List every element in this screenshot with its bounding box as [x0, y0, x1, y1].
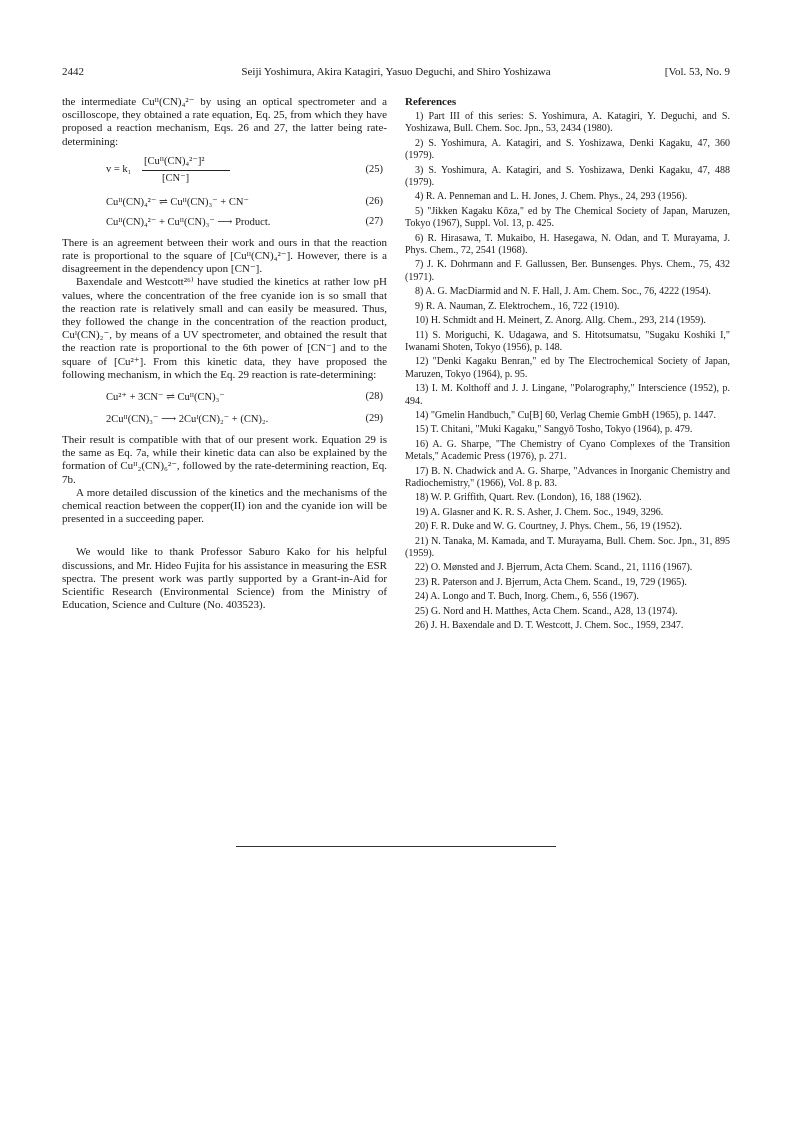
reference-item: 2) S. Yoshimura, A. Katagiri, and S. Yoshizawa, Denki Kagaku, 47, 360 (1979). [405, 137, 730, 162]
reference-item: 20) F. R. Duke and W. G. Courtney, J. Phys. Chem., 56, 19 (1952). [415, 521, 682, 533]
reference-item: 3) S. Yoshimura, A. Katagiri, and S. Yoshizawa, Denki Kagaku, 47, 488 (1979). [405, 164, 730, 189]
references-heading: References [405, 96, 457, 108]
reference-item: 1) Part III of this series: S. Yoshimura, A. Katagiri, Y. Deguchi, and S. Yoshizawa, Bull. Chem. Soc. Jpn., 53, 2434 (1980). [405, 111, 730, 135]
reference-list [405, 111, 730, 632]
paragraph: Baxendale and Westcott²⁶⁾ have studied the kinetics at rather low pH values, where the concentration of the free cyanide ion is so small that the reaction rate is relatively small and can easily be measured. Thus, they followed the change in the concentration of the reaction product, Cuᴵ(CN)₂⁻, by means of a UV spectrometer, and obtained the result that the reaction rate is proportional to the 6th power of [CN⁻] and to the square of [Cu²⁺]. From this kinetic data, they have proposed the following mechanism, in which the Eq. 29 reaction is rate-determining: [62, 276, 387, 381]
reference-item: 6) R. Hirasawa, T. Mukaibo, H. Hasegawa, N. Odan, and T. Murayama, J. Phys. Chem., 72, 2541 (1968). [405, 232, 730, 257]
reference-item: 16) A. G. Sharpe, "The Chemistry of Cyano Complexes of the Transition Metals," Academic Press (1976), p. 271. [405, 438, 730, 463]
reference-item: 4) R. A. Penneman and L. H. Jones, J. Chem. Phys., 24, 293 (1956). [415, 191, 688, 203]
reference-item: 15) T. Chitani, "Muki Kagaku," Sangyō Tosho, Tokyo (1964), p. 479. [415, 424, 693, 436]
page-number: 2442 [62, 66, 84, 78]
reference-item: 22) O. Mønsted and J. Bjerrum, Acta Chem. Scand., 21, 1116 (1967). [415, 562, 693, 574]
equation-number: (27) [365, 215, 383, 227]
reference-item: 24) A. Longo and T. Buch, Inorg. Chem., 6, 556 (1967). [415, 591, 639, 603]
reference-item: 13) I. M. Kolthoff and J. J. Lingane, "Polarography," Interscience (1952), p. 494. [405, 383, 730, 407]
equation-number: (29) [365, 413, 383, 425]
equation-text: Cuᴵᴵ(CN)₄²⁻ ⇌ Cuᴵᴵ(CN)₃⁻ + CN⁻ [106, 196, 249, 208]
equation-26 [62, 195, 387, 211]
reference-item: 19) A. Glasner and K. R. S. Asher, J. Chem. Soc., 1949, 3296. [415, 506, 664, 518]
running-authors: Seiji Yoshimura, Akira Katagiri, Yasuo Deguchi, and Shiro Yoshizawa [241, 66, 551, 78]
reference-item: 11) S. Moriguchi, K. Udagawa, and S. Hitotsumatsu, "Sugaku Koshiki I," Iwanami Shoten, Tokyo (1956), p. 148. [405, 329, 730, 353]
equation-29 [62, 412, 387, 428]
equation-number: (26) [365, 195, 383, 207]
reference-item: 23) R. Paterson and J. Bjerrum, Acta Chem. Scand., 19, 729 (1965). [415, 576, 687, 588]
fraction-bar [142, 170, 230, 171]
reference-item: 5) "Jikken Kagaku Kōza," ed by The Chemical Society of Japan, Maruzen, Tokyo (1967), Suppl. Vol. 13, p. 425. [405, 205, 730, 230]
reference-item: 9) R. A. Nauman, Z. Elektrochem., 16, 722 (1910). [415, 300, 620, 312]
paragraph: There is an agreement between their work and ours in that the reaction rate is proportional to the square of [Cuᴵᴵ(CN)₄²⁻]. However, there is a disagreement in the dependency upon [CN⁻]. [62, 236, 387, 276]
equation-text: Cu²⁺ + 3CN⁻ ⇌ Cuᴵᴵ(CN)₃⁻ [106, 392, 225, 404]
reference-item: 12) "Denki Kagaku Benran," ed by The Electrochemical Society of Japan, Maruzen, Tokyo (1964), p. 95. [405, 356, 730, 380]
acknowledgment: We would like to thank Professor Saburo Kako for his helpful discussions, and Mr. Hideo Fujita for his assistance in measuring the ESR spectra. The present work was partly supported by a Grant-in-Aid for Scientific Research (Environmental Science) from the Ministry of Education, Science and Culture (No. 403523). [62, 546, 387, 612]
reference-item: 25) G. Nord and H. Matthes, Acta Chem. Scand., A28, 13 (1974). [415, 605, 678, 617]
equation-numerator: [Cuᴵᴵ(CN)₄²⁻]² [144, 155, 205, 167]
equation-denominator: [CN⁻] [162, 172, 190, 184]
volume-info: [Vol. 53, No. 9 [664, 66, 730, 78]
equation-number: (28) [365, 391, 383, 403]
paragraph: Their result is compatible with that of our present work. Equation 29 is the same as Eq. 7a, while their kinetic data can also be explained by the formation of Cuᴵᴵ₂(CN)₆²⁻, followed by the rate-determining reaction, Eq. 7b. [62, 434, 387, 486]
equation-number: (25) [365, 163, 383, 175]
equation-27 [62, 215, 387, 231]
equation-text: Cuᴵᴵ(CN)₄²⁻ + Cuᴵᴵ(CN)₃⁻ ⟶ Product. [106, 216, 271, 228]
equation-text: 2Cuᴵᴵ(CN)₃⁻ ⟶ 2Cuᴵ(CN)₂⁻ + (CN)₂. [106, 414, 269, 426]
reference-item: 10) H. Schmidt and H. Meinert, Z. Anorg. Allg. Chem., 293, 214 (1959). [415, 315, 706, 327]
reference-item: 7) J. K. Dohrmann and F. Gallussen, Ber. Bunsenges. Phys. Chem., 75, 432 (1971). [405, 259, 730, 283]
reference-item: 14) "Gmelin Handbuch," Cu[B] 60, Verlag Chemie GmbH (1965), p. 1447. [415, 409, 716, 421]
paragraph: A more detailed discussion of the kinetics and the mechanisms of the chemical reaction between the copper(II) ion and the cyanide ion will be presented in a succeeding paper. [62, 486, 387, 526]
paragraph: the intermediate Cuᴵᴵ(CN)₄²⁻ by using an optical spectrometer and a oscilloscope, they obtained a rate equation, Eq. 25, from which they have proposed a reaction mechanism, Eqs. 26 and 27, the latter being rate-determining: [62, 96, 387, 148]
equation-25 [62, 155, 387, 191]
right-column [405, 96, 730, 634]
equation-lhs: v = k₁ [106, 163, 132, 175]
reference-item: 8) A. G. MacDiarmid and N. F. Hall, J. Am. Chem. Soc., 76, 4222 (1954). [415, 286, 711, 298]
end-rule [236, 846, 556, 847]
reference-item: 21) N. Tanaka, M. Kamada, and T. Murayama, Bull. Chem. Soc. Jpn., 31, 895 (1959). [405, 535, 730, 559]
reference-item: 26) J. H. Baxendale and D. T. Westcott, J. Chem. Soc., 1959, 2347. [415, 620, 684, 632]
reference-item: 18) W. P. Griffith, Quart. Rev. (London), 16, 188 (1962). [415, 492, 642, 504]
reference-item: 17) B. N. Chadwick and A. G. Sharpe, "Advances in Inorganic Chemistry and Radiochemistry," (1966), Vol. 8 p. 83. [405, 465, 730, 489]
equation-28 [62, 390, 387, 406]
running-header [62, 66, 730, 84]
left-column [62, 96, 387, 612]
